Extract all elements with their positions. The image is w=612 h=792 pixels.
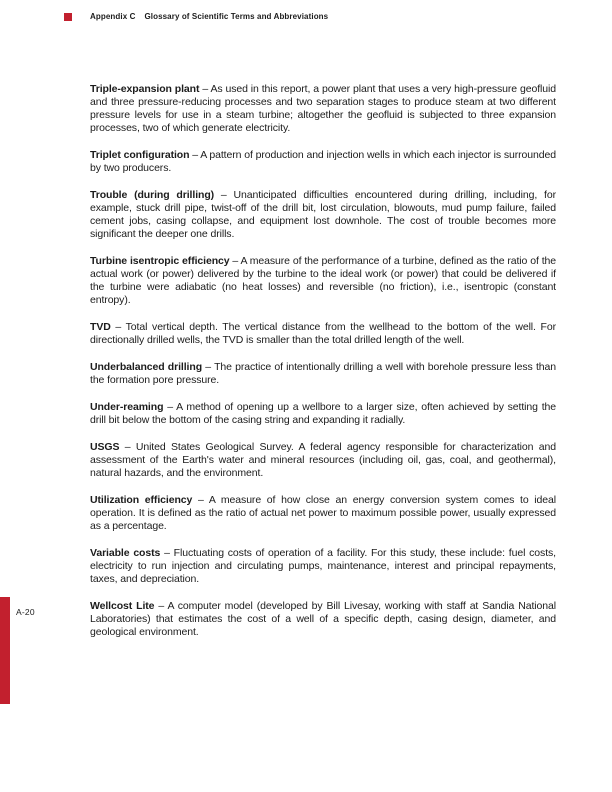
- glossary-term: Triple-expansion plant: [90, 83, 200, 95]
- glossary-term: Trouble (during drilling): [90, 189, 215, 201]
- glossary-definition: – Unanticipated difficulties encountered during drilling, including, for example, stuck drill pipe, twist-off of the drill bit, lost circulation, blowouts, mud pump failure, failed cement jobs, casing collapse, and equipment lost downhole. The cost of trouble becomes more significant the deeper one drills.: [90, 189, 556, 240]
- glossary-definition: – A computer model (developed by Bill Livesay, working with staff at Sandia National Laboratories) that estimates the cost of a well of a specific depth, casing design, diameter, and geological environment.: [90, 600, 556, 638]
- glossary-entry: [90, 547, 556, 586]
- glossary-definition: – A measure of the performance of a turbine, defined as the ratio of the actual work (or power) delivered by the turbine to the ideal work (or power) that could be delivered if the turbine were adiabatic (no heat losses) and reversible (no friction), i.e., isentropic (constant entropy).: [90, 255, 556, 306]
- glossary-definition: – The practice of intentionally drilling a well with borehole pressure less than the formation pore pressure.: [90, 361, 556, 386]
- glossary-definition: – United States Geological Survey. A federal agency responsible for characterization and assessment of the Earth's water and mineral resources (including oil, gas, coal, and geothermal), natural hazards, and the environment.: [90, 441, 556, 479]
- glossary-entry: [90, 321, 556, 347]
- glossary-entry: [90, 189, 556, 241]
- glossary-definition: – A pattern of production and injection wells in which each injector is surrounded by two producers.: [90, 149, 556, 174]
- glossary-term: Underbalanced drilling: [90, 361, 203, 373]
- glossary-term: Utilization efficiency: [90, 494, 193, 506]
- glossary-term: USGS: [90, 441, 120, 453]
- glossary-term: Under-reaming: [90, 401, 164, 413]
- running-header: [64, 12, 328, 21]
- glossary-term: TVD: [90, 321, 111, 333]
- glossary-entry: [90, 83, 556, 135]
- glossary-definition: – A measure of how close an energy conversion system comes to ideal operation. It is defined as the ratio of actual net power to maximum possible power, usually expressed as a percentage.: [90, 494, 556, 532]
- page-number-label: A-20: [16, 607, 35, 617]
- glossary-entry: [90, 494, 556, 533]
- glossary-entry: [90, 149, 556, 175]
- glossary-definition: – A method of opening up a wellbore to a larger size, often achieved by setting the drill bit below the bottom of the casing string and expanding it radially.: [90, 401, 556, 426]
- glossary-entry: [90, 600, 556, 639]
- glossary-entry: [90, 255, 556, 307]
- running-header-title: Glossary of Scientific Terms and Abbreviations: [144, 12, 329, 21]
- glossary-entry: [90, 361, 556, 387]
- running-header-section: Appendix C: [90, 12, 136, 21]
- glossary-term: Triplet configuration: [90, 149, 190, 161]
- glossary-entry: [90, 441, 556, 480]
- glossary-term: Turbine isentropic efficiency: [90, 255, 230, 267]
- glossary-definition: – As used in this report, a power plant that uses a very high-pressure geofluid and three pressure-reducing processes and two separation stages to produce steam at two different pressure levels for use in a steam turbine; altogether the geofluid is subjected to three expansion processes, two of which generate electricity.: [90, 83, 556, 134]
- page-edge-bar: [0, 597, 10, 704]
- glossary-term: Wellcost Lite: [90, 600, 155, 612]
- glossary-entries: [90, 83, 556, 639]
- glossary-definition: – Fluctuating costs of operation of a facility. For this study, these include: fuel costs, electricity to run injection and circulating pumps, maintenance, interest and principal repayments, taxes, and depreciation.: [90, 547, 556, 585]
- glossary-term: Variable costs: [90, 547, 161, 559]
- glossary-content: [90, 83, 556, 653]
- glossary-definition: – Total vertical depth. The vertical distance from the wellhead to the bottom of the well. For directionally drilled wells, the TVD is smaller than the total drilled length of the well.: [90, 321, 556, 346]
- header-marker-square-icon: [64, 13, 72, 21]
- glossary-entry: [90, 401, 556, 427]
- running-header-text: [90, 12, 328, 21]
